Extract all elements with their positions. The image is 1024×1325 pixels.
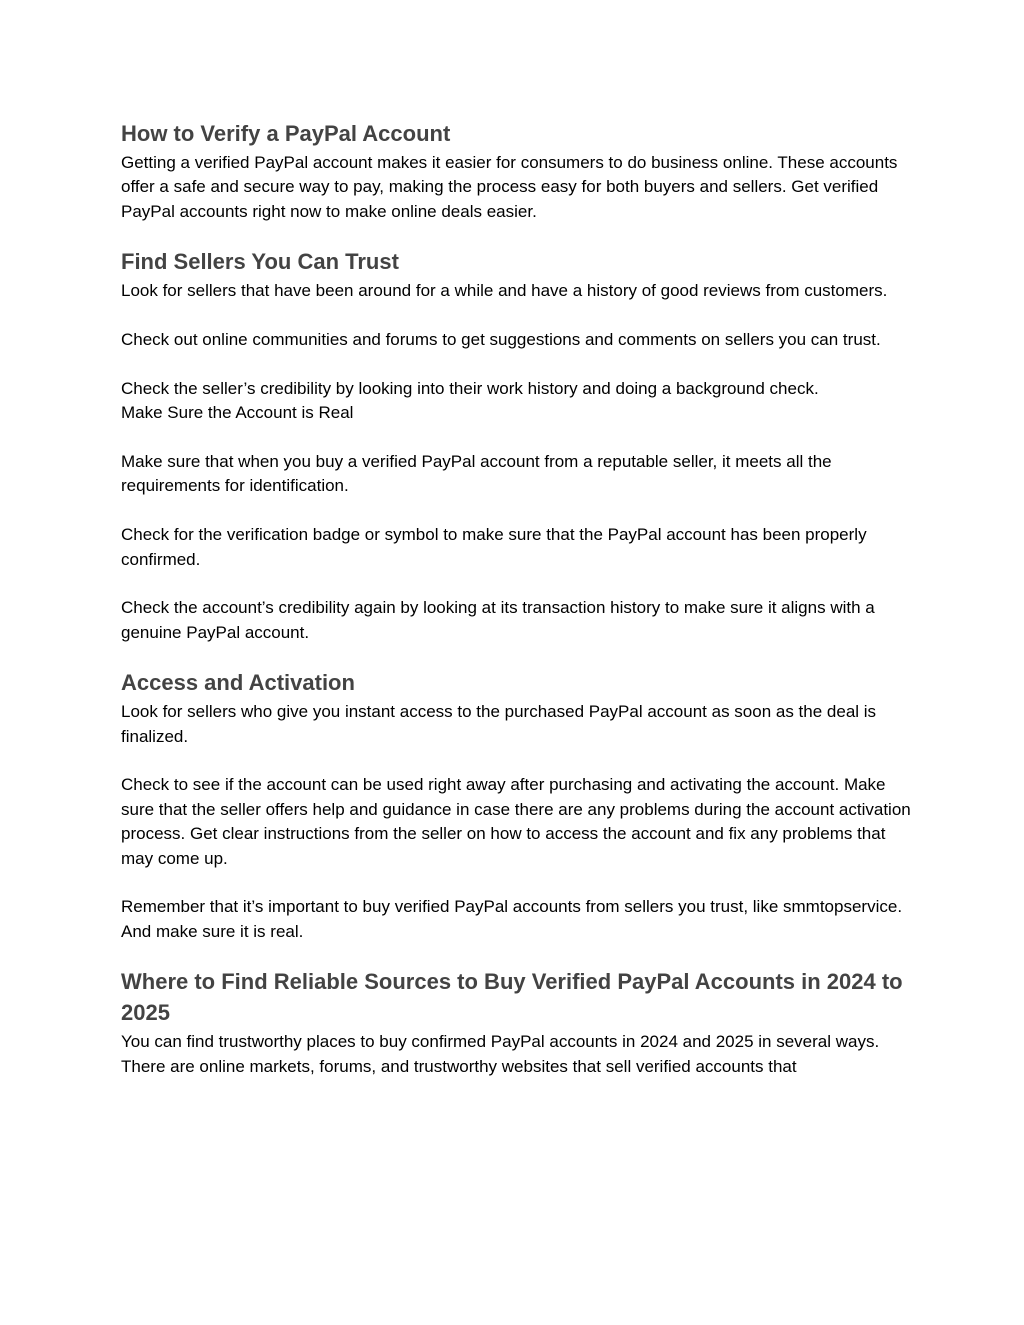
- paragraph: You can find trustworthy places to buy confirmed PayPal accounts in 2024 and 2025 in several ways. There are online markets, forums, and trustworthy websites that sell verified accounts that: [121, 1032, 880, 1076]
- section-gap: [121, 224, 911, 246]
- paragraph: Check out online communities and forums to get suggestions and comments on sellers you can trust.: [121, 330, 881, 350]
- paragraph: Check for the verification badge or symbol to make sure that the PayPal account has been properly confirmed.: [121, 525, 867, 569]
- paragraph: Look for sellers that have been around for a while and have a history of good reviews from customers.: [121, 281, 888, 301]
- section-heading: Where to Find Reliable Sources to Buy Verified PayPal Accounts in 2024 to 2025: [121, 969, 903, 1026]
- section-find-sellers: [121, 246, 911, 645]
- section-verify-account: [121, 118, 911, 224]
- paragraph: Check the seller’s credibility by looking into their work history and doing a background check. Make Sure the Account is Real: [121, 378, 819, 423]
- section-reliable-sources: [121, 966, 911, 1079]
- paragraph: Remember that it’s important to buy verified PayPal accounts from sellers you trust, like smmtopservice. And make sure it is real.: [121, 897, 903, 941]
- section-access-activation: [121, 667, 911, 944]
- paragraph: Make sure that when you buy a verified PayPal account from a reputable seller, it meets all the requirements for identification.: [121, 452, 832, 496]
- section-gap: [121, 944, 911, 966]
- section-heading: Find Sellers You Can Trust: [121, 249, 399, 275]
- paragraph: Check the account’s credibility again by looking at its transaction history to make sure it aligns with a genuine PayPal account.: [121, 598, 875, 642]
- paragraph: Check to see if the account can be used right away after purchasing and activating the account. Make sure that the seller offers help and guidance in case there are any problems during the account activation process. Get clear instructions from the seller on how to access the account and fix any problems that may come up.: [121, 775, 911, 868]
- document-page: [121, 118, 911, 1079]
- paragraph: Getting a verified PayPal account makes it easier for consumers to do business online. These accounts offer a safe and secure way to pay, making the process easy for both buyers and sellers. Get verified PayPal accounts right now to make online deals easier.: [121, 153, 898, 221]
- section-heading: How to Verify a PayPal Account: [121, 121, 451, 146]
- section-gap: [121, 645, 911, 667]
- paragraph: Look for sellers who give you instant access to the purchased PayPal account as soon as the deal is finalized.: [121, 702, 877, 746]
- section-heading: Access and Activation: [121, 670, 355, 696]
